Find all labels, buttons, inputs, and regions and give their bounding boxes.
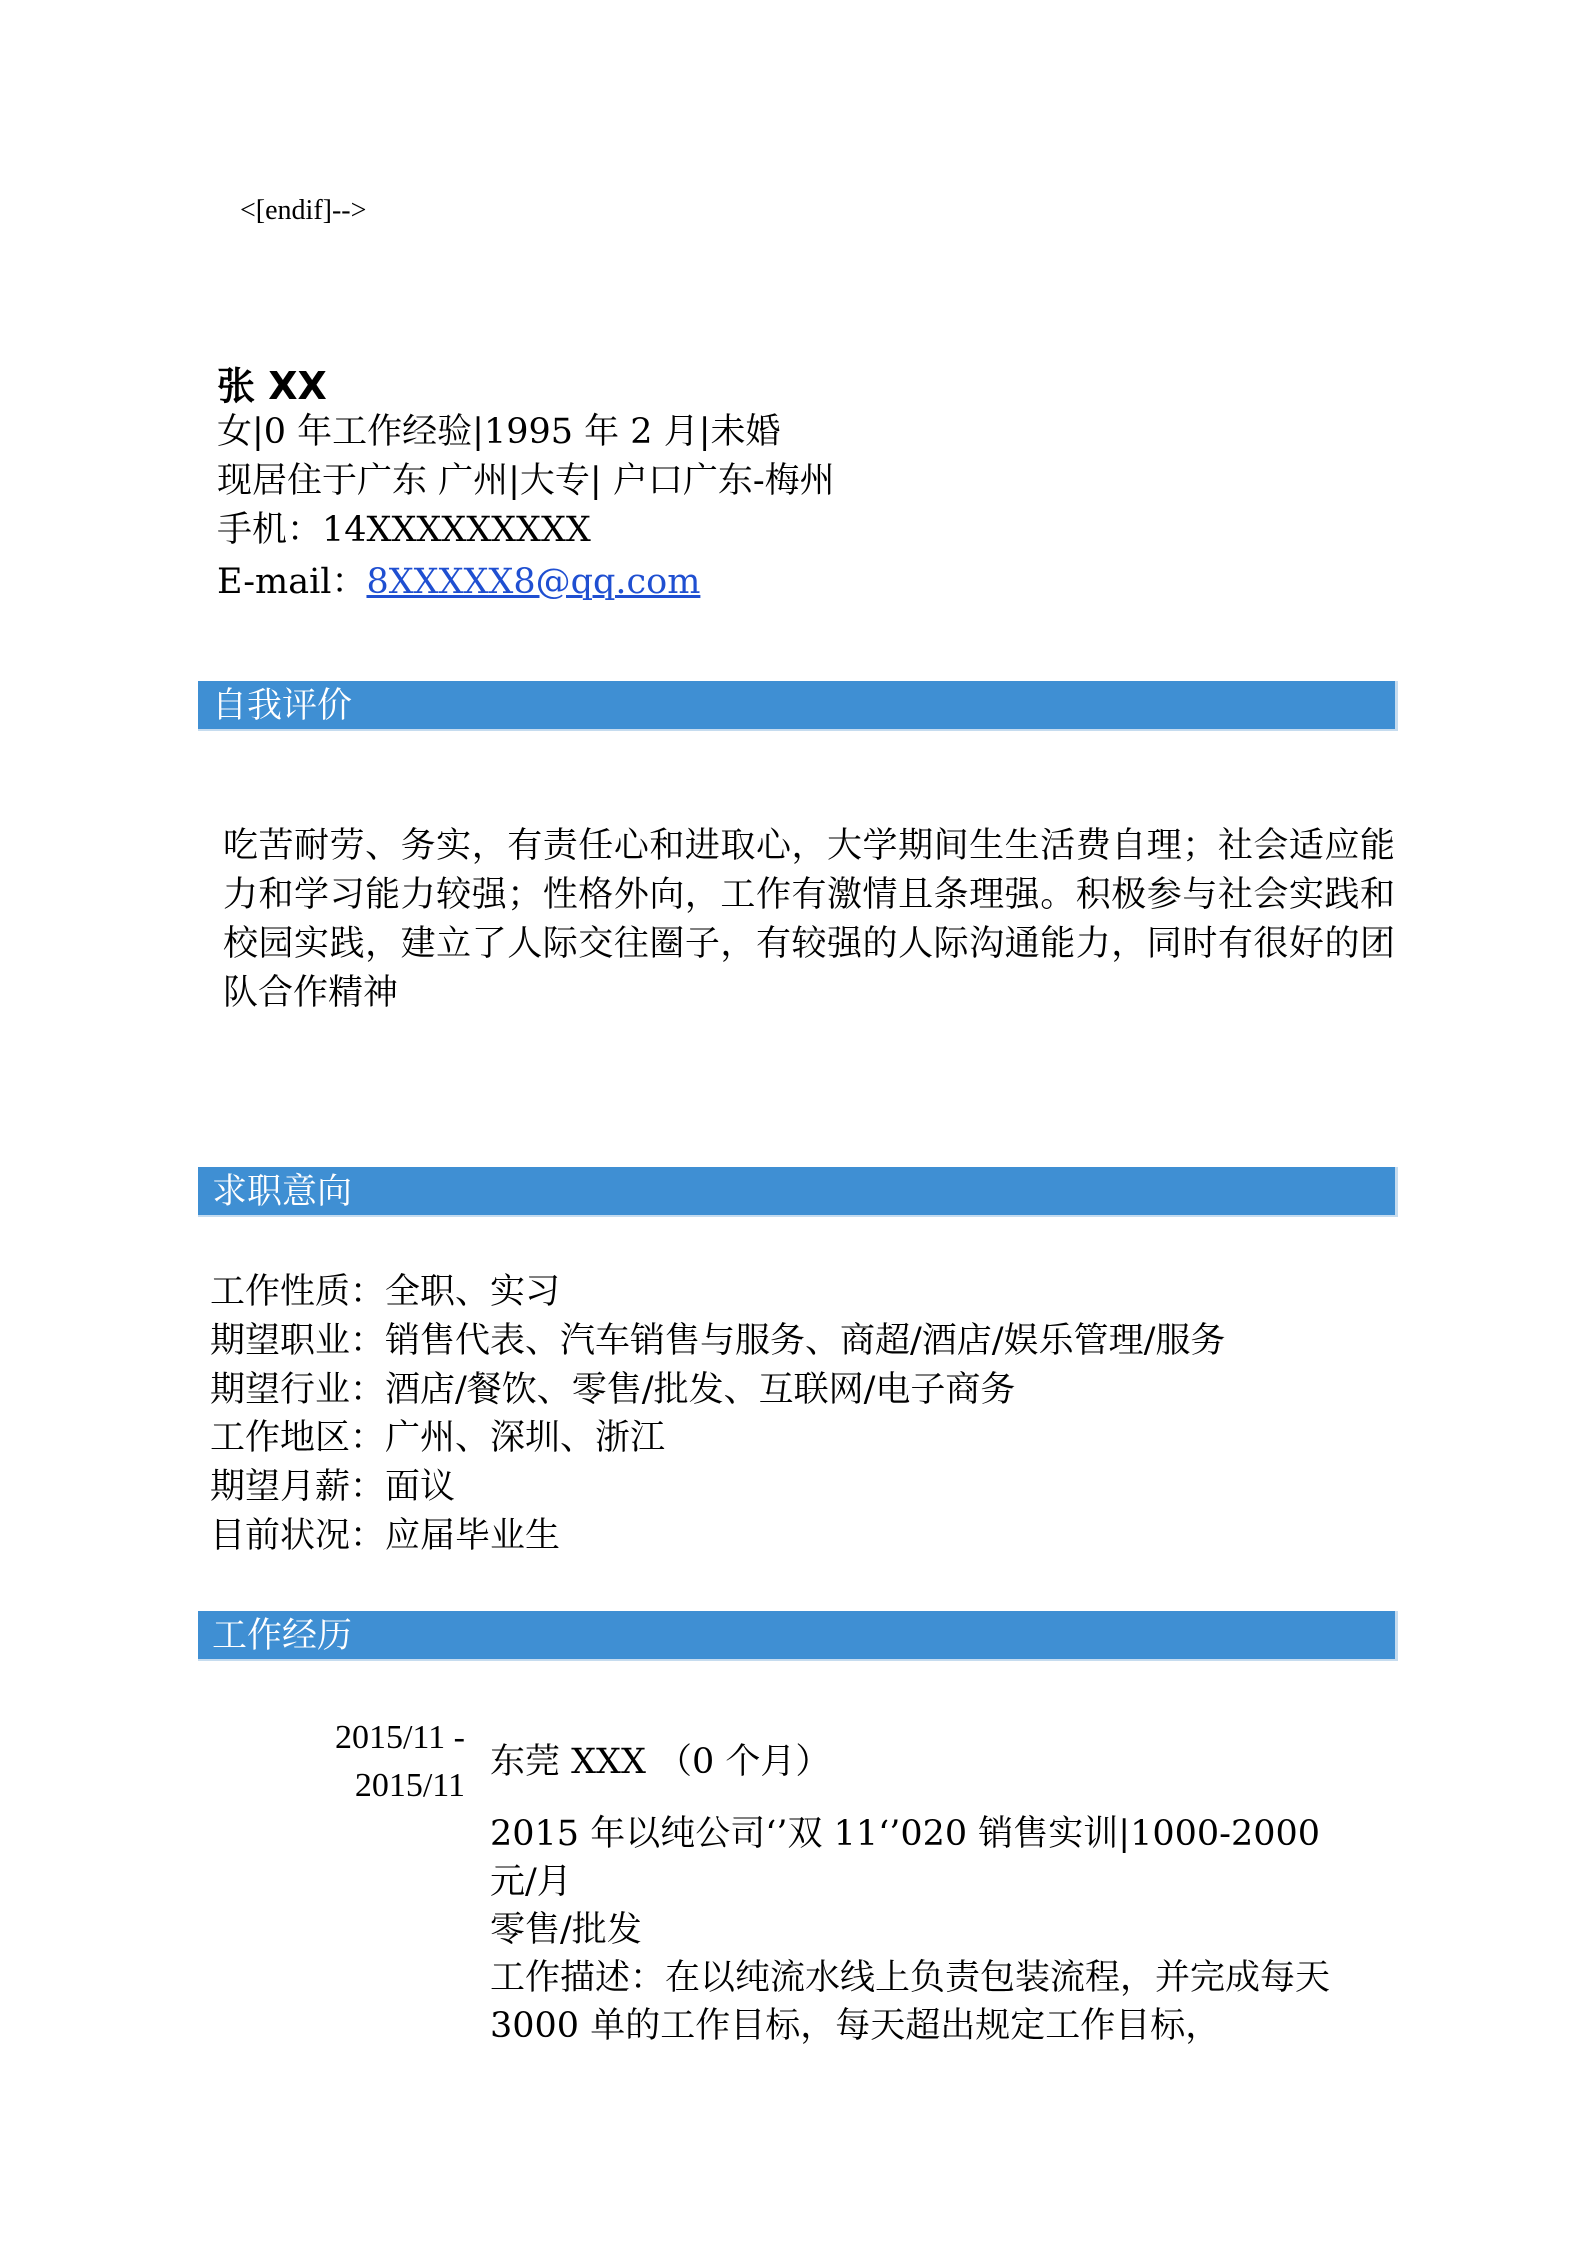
section-header-job-intention [198, 1167, 1398, 1217]
section-title-job-intention: 求职意向 [212, 1172, 353, 1212]
section-header-self-evaluation [198, 681, 1398, 731]
candidate-name: 张 XX [217, 364, 327, 408]
intention-label: 工作地区： [210, 1418, 386, 1458]
section-header-work-experience [198, 1611, 1398, 1661]
intention-value: 广州、深圳、浙江 [385, 1418, 666, 1458]
phone-label: 手机： [217, 510, 323, 550]
phone-value: 14XXXXXXXXX [322, 510, 591, 550]
intention-value: 应届毕业生 [385, 1516, 561, 1556]
email-label: E-mail： [217, 562, 367, 602]
intention-value: 全职、实习 [385, 1272, 561, 1312]
intention-row-salary [210, 1463, 455, 1511]
intention-row-job-type [210, 1268, 560, 1316]
phone-line [217, 506, 591, 554]
intention-value: 面议 [385, 1467, 456, 1507]
location-line: 现居住于广东 广州|大专| 户口广东-梅州 [217, 461, 835, 501]
email-link[interactable]: 8XXXXX8@qq.com [366, 562, 701, 602]
intention-label: 期望月薪： [210, 1467, 386, 1507]
intention-label: 工作性质： [210, 1272, 386, 1312]
intention-label: 期望行业： [210, 1370, 386, 1410]
experience-date-end: 2015/11 [354, 1767, 465, 1804]
intention-row-status [210, 1512, 560, 1560]
intention-value: 销售代表、汽车销售与服务、商超/酒店/娱乐管理/服务 [385, 1321, 1226, 1361]
intention-label: 目前状况： [210, 1516, 386, 1556]
experience-date-start: 2015/11 - [334, 1719, 465, 1756]
personal-summary-line: 女|0 年工作经验|1995 年 2 月|未婚 [217, 412, 781, 452]
experience-industry: 零售/批发 [490, 1910, 642, 1950]
experience-entry [490, 1738, 1370, 2050]
self-evaluation-text: 吃苦耐劳、务实，有责任心和进取心，大学期间生生活费自理；社会适应能力和学习能力较强；性格外向，工作有激情且条理强。积极参与社会实践和校园实践，建立了人际交往圈子，有较强的人际沟通能力，同时有很好的团队合作精神 [223, 826, 1395, 1013]
intention-value: 酒店/餐饮、零售/批发、互联网/电子商务 [385, 1370, 1016, 1410]
intention-label: 期望职业： [210, 1321, 386, 1361]
experience-date-range [290, 1714, 465, 1810]
section-title-work-experience: 工作经历 [212, 1616, 353, 1656]
intention-row-desired-industry [210, 1366, 1015, 1414]
email-line [217, 558, 700, 606]
experience-company: 东莞 XXX （0 个月） [490, 1742, 831, 1782]
section-title-self-evaluation: 自我评价 [212, 686, 353, 726]
html-comment-artifact: <[endif]--> [240, 195, 367, 226]
experience-position: 2015 年以纯公司‘’双 11‘’020 销售实训|1000-2000 元/月 [490, 1814, 1321, 1902]
experience-description: 工作描述：在以纯流水线上负责包装流程，并完成每天 3000 单的工作目标，每天超出规定工作目标， [490, 1958, 1331, 2046]
intention-row-work-location [210, 1414, 665, 1462]
intention-row-desired-job [210, 1317, 1225, 1365]
